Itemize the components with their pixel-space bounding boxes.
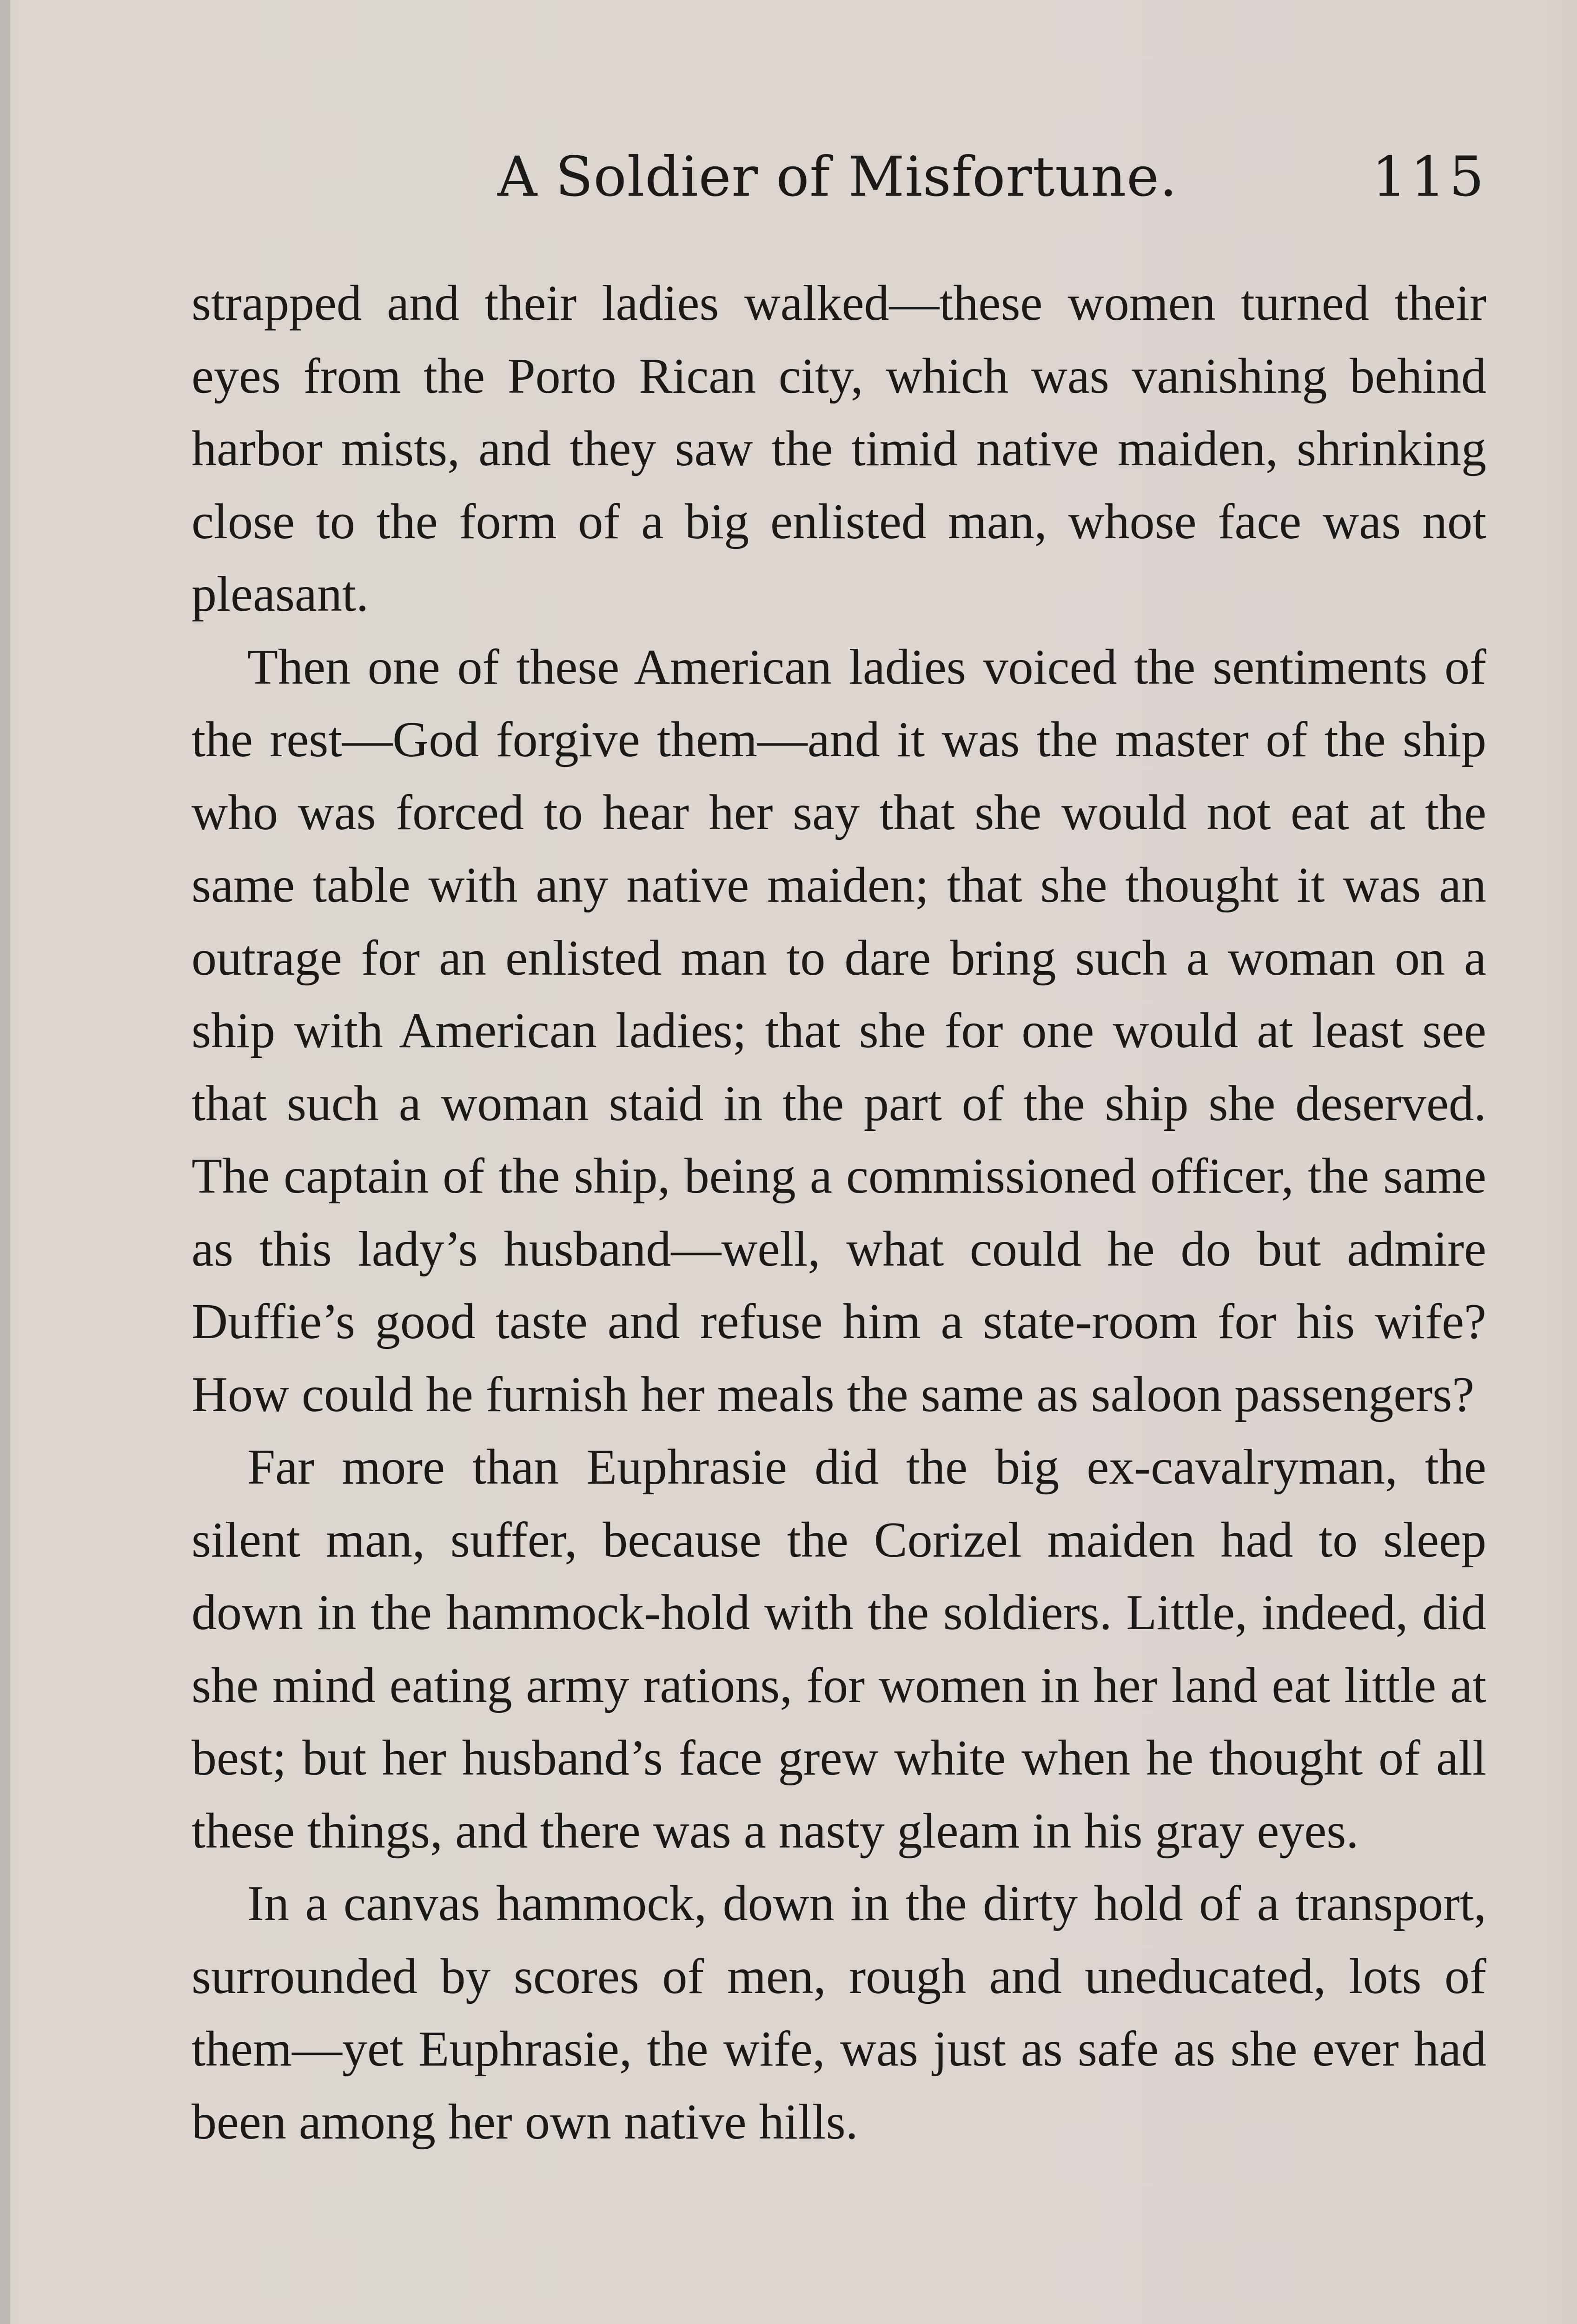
paragraph-4: In a canvas hammock, down in the dirty hold of a transport, surrounded by scores of men, rough and uneducated, lots of them—yet Euphrasie, the wife, was just as safe as she ever had been among her own native hills. <box>192 1876 1486 2150</box>
paragraph-3: Far more than Euphrasie did the big ex-cavalryman, the silent man, suffer, because the Corizel maiden had to sleep down in the hammock-hold with the soldiers. Little, indeed, did she mind eating army rations, for women in her land eat little at best; but her husband’s face grew white when he thought of all these things, and there was a nasty gleam in his gray eyes. <box>192 1439 1486 1859</box>
paragraph-2: Then one of these American ladies voiced the sentiments of the rest—God forgive them—and it was the master of the ship who was forced to hear her say that she would not eat at the same table with any native maiden; that she thought it was an outrage for an enlisted man to dare bring such a woman on a ship with American ladies; that she for one would at least see that such a woman staid in the part of the ship she deserved. The captain of the ship, being a commissioned officer, the same as this lady’s husband—well, what could he do but admire Duffie’s good taste and refuse him a state-room for his wife? How could he furnish her meals the same as saloon passengers? <box>192 639 1486 1422</box>
paragraph-1: strapped and their ladies walked—these women turned their eyes from the Porto Rican city, which was vanishing behind harbor mists, and they saw the timid native maiden, shrinking close to the form of a big enlisted man, whose face was not pleasant. <box>192 276 1486 622</box>
binding-edge <box>0 0 10 2324</box>
running-title: A Soldier of Misfortune. <box>497 145 1178 209</box>
page-header <box>191 139 1488 214</box>
page-number: 115 <box>1372 145 1488 209</box>
body-text <box>192 267 1486 2159</box>
